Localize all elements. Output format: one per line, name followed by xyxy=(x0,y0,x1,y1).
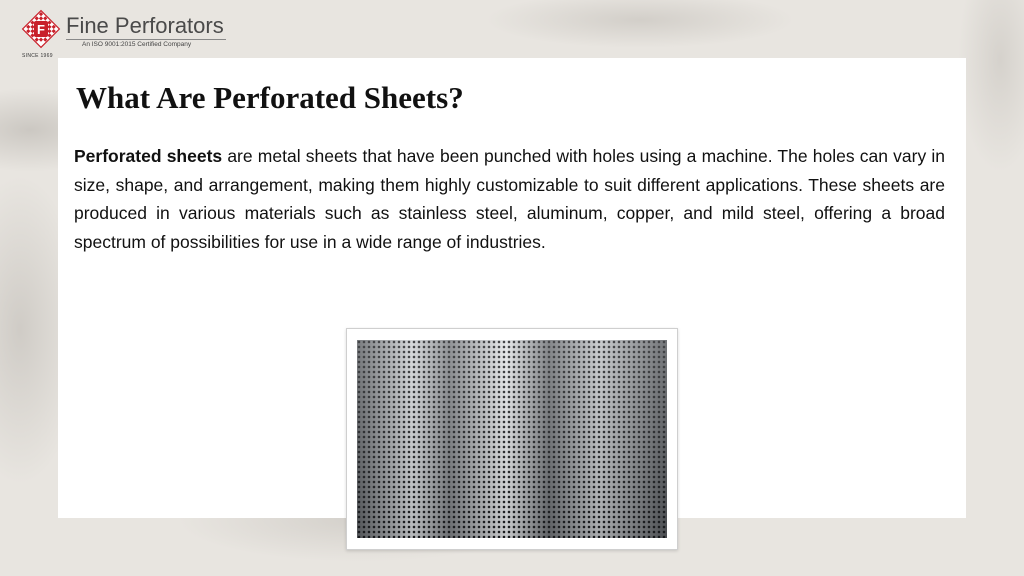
body-paragraph xyxy=(74,142,945,256)
brand-divider xyxy=(66,39,226,40)
lead-term: Perforated sheets xyxy=(74,146,223,166)
perforated-sheet-image xyxy=(357,340,667,538)
logo-letter: F xyxy=(37,22,45,37)
body-text: are metal sheets that have been punched with holes using a machine. The holes can vary in size, shape, and arrangement, making them highly customizable to suit different applications. These sheets are produced in various materials such as stainless steel, aluminum, copper, and mild steel, offering a broad spectrum of possibilities for use in a wide range of industries. xyxy=(74,146,945,252)
brand-tagline: An ISO 9001:2015 Certified Company xyxy=(82,41,192,48)
brand-logo[interactable] xyxy=(20,8,250,59)
logo-diamond-icon xyxy=(20,8,62,52)
brand-name: Fine Perforators xyxy=(66,13,224,38)
brand-since: SINCE 1969 xyxy=(22,53,53,59)
image-frame xyxy=(346,328,678,550)
page-title: What Are Perforated Sheets? xyxy=(76,80,464,115)
